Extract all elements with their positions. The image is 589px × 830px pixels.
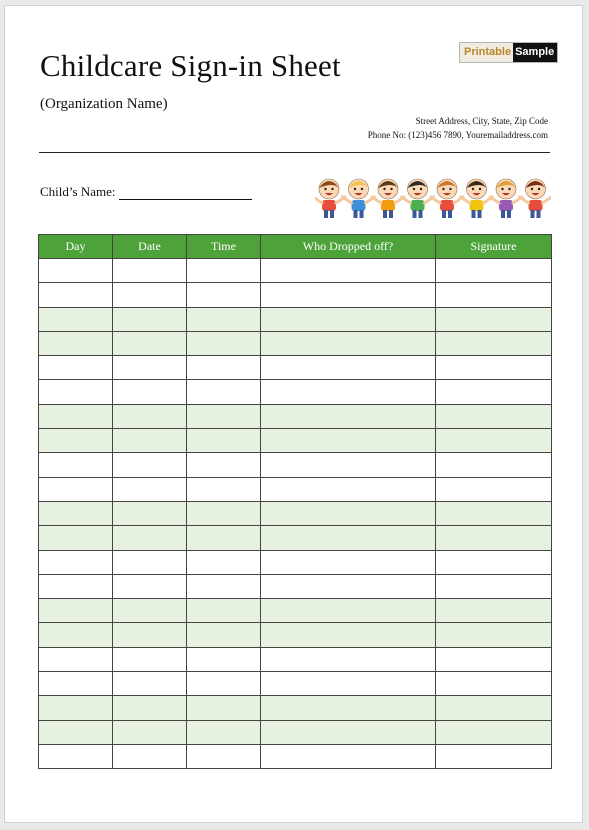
kid-eye [413,188,415,190]
time-cell[interactable] [187,477,261,501]
who-dropped-off-cell[interactable] [261,744,436,768]
table-row [39,744,552,768]
logo-part-sample: Sample [513,43,557,62]
time-cell[interactable] [187,283,261,307]
time-cell[interactable] [187,404,261,428]
sign-in-table [38,234,552,769]
who-dropped-off-cell[interactable] [261,696,436,720]
who-dropped-off-cell[interactable] [261,331,436,355]
table-row [39,696,552,720]
table-row [39,453,552,477]
signature-cell[interactable] [436,526,552,550]
column-header-day: Day [39,235,113,259]
kid-eye [442,188,444,190]
kid-eye [449,188,451,190]
date-cell[interactable] [113,259,187,283]
date-cell[interactable] [113,380,187,404]
kid-leg [324,210,328,218]
signature-cell[interactable] [436,477,552,501]
signature-cell[interactable] [436,550,552,574]
day-cell[interactable] [39,259,113,283]
who-dropped-off-cell[interactable] [261,356,436,380]
day-cell[interactable] [39,356,113,380]
kid-leg [472,210,476,218]
date-cell[interactable] [113,720,187,744]
signature-cell[interactable] [436,647,552,671]
table-row [39,380,552,404]
signature-cell[interactable] [436,696,552,720]
signature-cell[interactable] [436,453,552,477]
time-cell[interactable] [187,647,261,671]
kid-leg [507,210,511,218]
date-cell[interactable] [113,477,187,501]
kid-body [352,200,366,211]
kid-eye [361,188,363,190]
table-row [39,307,552,331]
who-dropped-off-cell[interactable] [261,380,436,404]
who-dropped-off-cell[interactable] [261,599,436,623]
date-cell[interactable] [113,283,187,307]
kid-leg [531,210,535,218]
kid-arm [431,197,440,203]
day-cell[interactable] [39,453,113,477]
who-dropped-off-cell[interactable] [261,574,436,598]
kid-eye [331,188,333,190]
time-cell[interactable] [187,526,261,550]
who-dropped-off-cell[interactable] [261,672,436,696]
table-row [39,477,552,501]
table-row [39,526,552,550]
kid-body [411,200,425,211]
who-dropped-off-cell[interactable] [261,283,436,307]
who-dropped-off-cell[interactable] [261,307,436,331]
who-dropped-off-cell[interactable] [261,647,436,671]
kid-eye [508,188,510,190]
kid-body [529,200,543,211]
day-cell[interactable] [39,550,113,574]
column-header-date: Date [113,235,187,259]
date-cell[interactable] [113,526,187,550]
day-cell[interactable] [39,720,113,744]
kid-arm [315,197,322,203]
signature-cell[interactable] [436,623,552,647]
child-name-line[interactable] [119,185,252,200]
time-cell[interactable] [187,501,261,525]
printable-sample-logo [459,42,558,63]
who-dropped-off-cell[interactable] [261,429,436,453]
time-cell[interactable] [187,672,261,696]
table-row [39,720,552,744]
kid-leg [419,210,423,218]
kid-leg [478,210,482,218]
date-cell[interactable] [113,307,187,331]
who-dropped-off-cell[interactable] [261,477,436,501]
date-cell[interactable] [113,574,187,598]
kid-leg [413,210,417,218]
organization-name: (Organization Name) [40,96,168,112]
day-cell[interactable] [39,599,113,623]
kid-arm [372,197,381,203]
day-cell[interactable] [39,307,113,331]
signature-cell[interactable] [436,331,552,355]
kid-leg [330,210,334,218]
who-dropped-off-cell[interactable] [261,259,436,283]
kid-body [499,200,513,211]
sign-in-sheet-page [4,5,583,823]
time-cell[interactable] [187,429,261,453]
table-row [39,356,552,380]
day-cell[interactable] [39,404,113,428]
who-dropped-off-cell[interactable] [261,526,436,550]
kid-body [440,200,454,211]
kid-arm [461,197,470,203]
kid-eye [420,188,422,190]
kid-body [381,200,395,211]
column-header-signature: Signature [436,235,552,259]
date-cell[interactable] [113,623,187,647]
table-row [39,404,552,428]
time-cell[interactable] [187,331,261,355]
time-cell[interactable] [187,550,261,574]
kid-leg [389,210,393,218]
signature-cell[interactable] [436,599,552,623]
kid-leg [537,210,541,218]
day-cell[interactable] [39,647,113,671]
kid-arm [543,197,552,203]
signature-cell[interactable] [436,404,552,428]
signature-cell[interactable] [436,744,552,768]
time-cell[interactable] [187,696,261,720]
table-row [39,574,552,598]
day-cell[interactable] [39,696,113,720]
kid-body [470,200,484,211]
kid-arm [490,197,499,203]
table-row [39,283,552,307]
day-cell[interactable] [39,501,113,525]
kid-arm [402,197,411,203]
child-name-field [40,184,252,200]
kid-leg [360,210,364,218]
time-cell[interactable] [187,599,261,623]
logo-part-printable: Printable [460,43,513,62]
who-dropped-off-cell[interactable] [261,501,436,525]
header-divider [39,152,550,153]
day-cell[interactable] [39,380,113,404]
time-cell[interactable] [187,259,261,283]
kid-eye [390,188,392,190]
signature-cell[interactable] [436,380,552,404]
date-cell[interactable] [113,599,187,623]
signature-cell[interactable] [436,283,552,307]
street-address: Street Address, City, State, Zip Code [415,116,548,126]
time-cell[interactable] [187,744,261,768]
date-cell[interactable] [113,647,187,671]
date-cell[interactable] [113,404,187,428]
date-cell[interactable] [113,672,187,696]
signature-cell[interactable] [436,429,552,453]
signature-cell[interactable] [436,574,552,598]
table-row [39,623,552,647]
date-cell[interactable] [113,501,187,525]
date-cell[interactable] [113,453,187,477]
table-row [39,259,552,283]
table-row [39,672,552,696]
kid-eye [501,188,503,190]
date-cell[interactable] [113,696,187,720]
signature-cell[interactable] [436,501,552,525]
kid-leg [448,210,452,218]
time-cell[interactable] [187,356,261,380]
column-header-time: Time [187,235,261,259]
time-cell[interactable] [187,720,261,744]
who-dropped-off-cell[interactable] [261,550,436,574]
signature-cell[interactable] [436,307,552,331]
time-cell[interactable] [187,453,261,477]
kid-eye [383,188,385,190]
time-cell[interactable] [187,574,261,598]
kid-arm [343,197,352,203]
day-cell[interactable] [39,623,113,647]
day-cell[interactable] [39,331,113,355]
table-row [39,647,552,671]
day-cell[interactable] [39,672,113,696]
children-illustration [315,174,551,220]
kid-eye [531,188,533,190]
kid-body [322,200,336,211]
kid-arm [520,197,529,203]
table-row [39,331,552,355]
date-cell[interactable] [113,356,187,380]
time-cell[interactable] [187,380,261,404]
time-cell[interactable] [187,623,261,647]
table-row [39,501,552,525]
kid-leg [442,210,446,218]
day-cell[interactable] [39,283,113,307]
time-cell[interactable] [187,307,261,331]
day-cell[interactable] [39,526,113,550]
column-header-who-dropped-off: Who Dropped off? [261,235,436,259]
day-cell[interactable] [39,429,113,453]
signature-cell[interactable] [436,720,552,744]
who-dropped-off-cell[interactable] [261,623,436,647]
phone-email: Phone No: (123)456 7890, Youremailaddress.com [367,130,548,140]
who-dropped-off-cell[interactable] [261,404,436,428]
table-row [39,550,552,574]
kid-leg [354,210,358,218]
kid-eye [324,188,326,190]
kid-eye [472,188,474,190]
table-header-row [39,235,552,259]
signature-cell[interactable] [436,672,552,696]
date-cell[interactable] [113,550,187,574]
child-name-label: Child’s Name: [40,184,116,199]
kid-leg [383,210,387,218]
day-cell[interactable] [39,744,113,768]
kid-eye [354,188,356,190]
kid-eye [479,188,481,190]
kid-eye [538,188,540,190]
day-cell[interactable] [39,477,113,501]
table-row [39,429,552,453]
table-row [39,599,552,623]
date-cell[interactable] [113,744,187,768]
page-title: Childcare Sign-in Sheet [40,48,341,83]
date-cell[interactable] [113,331,187,355]
signature-cell[interactable] [436,259,552,283]
who-dropped-off-cell[interactable] [261,453,436,477]
who-dropped-off-cell[interactable] [261,720,436,744]
date-cell[interactable] [113,429,187,453]
signature-cell[interactable] [436,356,552,380]
day-cell[interactable] [39,574,113,598]
kid-leg [501,210,505,218]
